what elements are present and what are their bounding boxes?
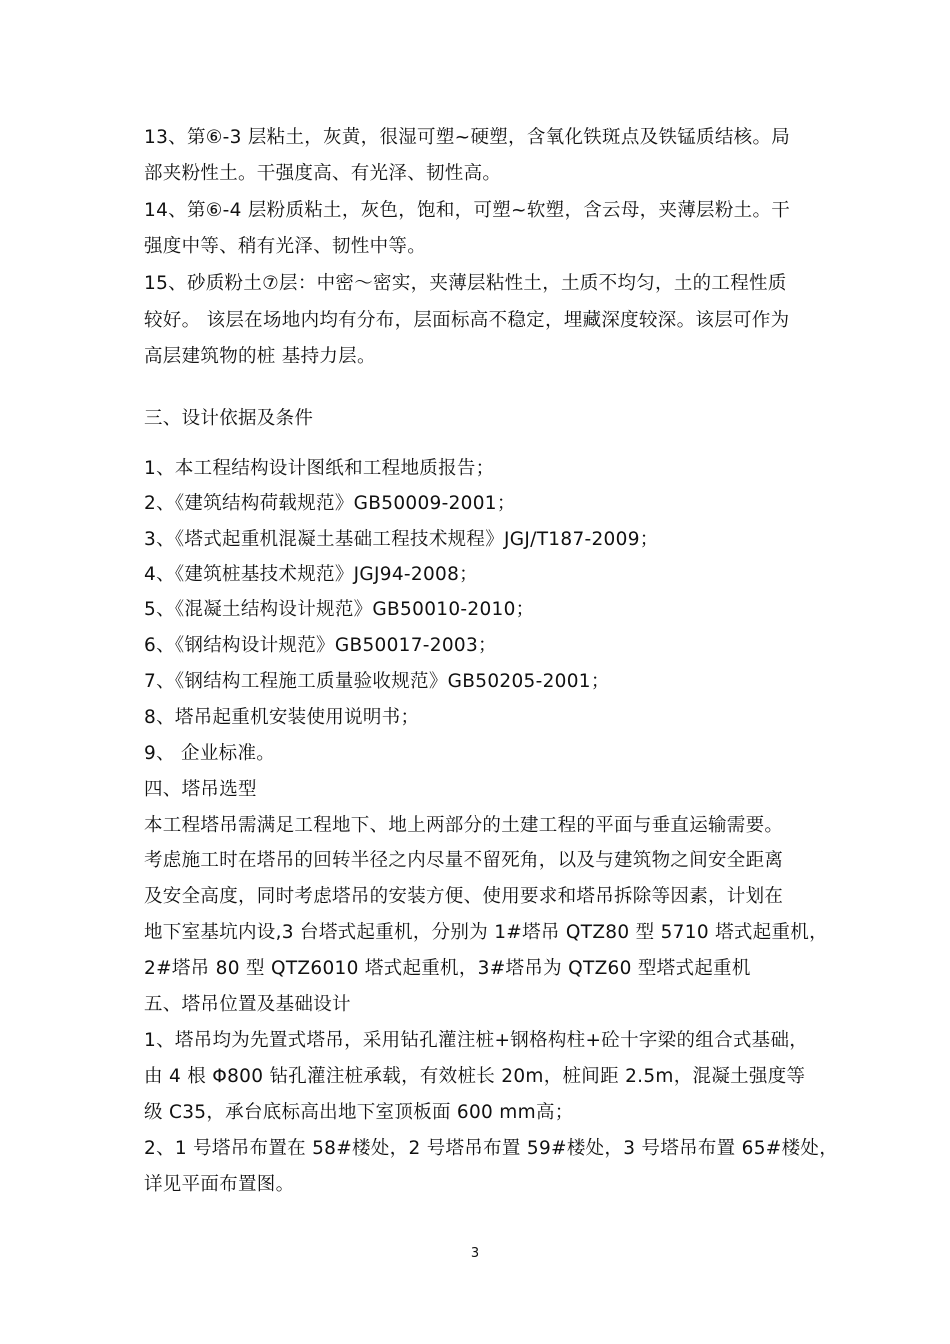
section5-line-2: 由 4 根 Φ800 钻孔灌注桩承载，有效桩长 20m，桩间距 2.5m，混凝土强度等: [144, 1066, 806, 1087]
section5-heading: 五、塔吊位置及基础设计: [144, 994, 351, 1015]
soil-layer-14-line-1: 14、第⑥-4 层粉质粘土，灰色，饱和，可塑~软塑，含云母，夹薄层粉土。干: [144, 200, 791, 221]
soil-layer-15-line-2: 较好。 该层在场地内均有分布，层面标高不稳定，埋藏深度较深。该层可作为: [144, 310, 790, 331]
soil-layer-15-line-3: 高层建筑物的桩 基持力层。: [144, 346, 376, 367]
section3-item-2: 2、《建筑结构荷载规范》GB50009-2001；: [144, 493, 516, 514]
section3-item-7: 7、《钢结构工程施工质量验收规范》GB50205-2001；: [144, 671, 610, 692]
section5-line-1: 1、塔吊均为先置式塔吊，采用钻孔灌注桩+钢格构柱+砼十字梁的组合式基础，: [144, 1030, 809, 1051]
soil-layer-13-line-2: 部夹粉性土。干强度高、有光泽、韧性高。: [144, 163, 502, 184]
section3-item-9: 9、 企业标准。: [144, 743, 276, 764]
section3-item-1: 1、本工程结构设计图纸和工程地质报告；: [144, 458, 495, 479]
section3-item-5: 5、《混凝土结构设计规范》GB50010-2010；: [144, 599, 535, 620]
section4-line-1: 本工程塔吊需满足工程地下、地上两部分的土建工程的平面与垂直运输需要。: [144, 815, 784, 836]
section5-line-4: 2、1 号塔吊布置在 58#楼处，2 号塔吊布置 59#楼处，3 号塔吊布置 65#楼处，: [144, 1138, 838, 1159]
section3-item-8: 8、塔吊起重机安装使用说明书；: [144, 707, 420, 728]
section3-item-4: 4、《建筑桩基技术规范》JGJ94-2008；: [144, 564, 478, 585]
section4-heading: 四、塔吊选型: [144, 779, 257, 800]
soil-layer-15-line-1: 15、砂质粉土⑦层：中密～密实，夹薄层粘性土，土质不均匀，土的工程性质: [144, 273, 787, 294]
section3-item-6: 6、《钢结构设计规范》GB50017-2003；: [144, 635, 497, 656]
soil-layer-13-line-1: 13、第⑥-3 层粘土，灰黄，很湿可塑~硬塑，含氧化铁斑点及铁锰质结核。局: [144, 127, 791, 148]
soil-layer-14-line-2: 强度中等、稍有光泽、韧性中等。: [144, 236, 427, 257]
section5-line-3: 级 C35，承台底标高出地下室顶板面 600 mm高；: [144, 1102, 574, 1123]
page-number: 3: [470, 1246, 480, 1261]
section3-item-3: 3、《塔式起重机混凝土基础工程技术规程》JGJ/T187-2009；: [144, 529, 659, 550]
section4-line-3: 及安全高度，同时考虑塔吊的安装方便、使用要求和塔吊拆除等因素，计划在: [144, 886, 784, 907]
section4-line-5: 2#塔吊 80 型 QTZ6010 塔式起重机，3#塔吊为 QTZ60 型塔式起重机: [144, 958, 751, 979]
section5-line-5: 详见平面布置图。: [144, 1174, 295, 1195]
section4-line-4: 地下室基坑内设,3 台塔式起重机，分别为 1#塔吊 QTZ80 型 5710 塔式起重机，: [144, 922, 828, 943]
section4-line-2: 考虑施工时在塔吊的回转半径之内尽量不留死角，以及与建筑物之间安全距离: [144, 850, 784, 871]
section3-heading: 三、设计依据及条件: [144, 408, 314, 429]
